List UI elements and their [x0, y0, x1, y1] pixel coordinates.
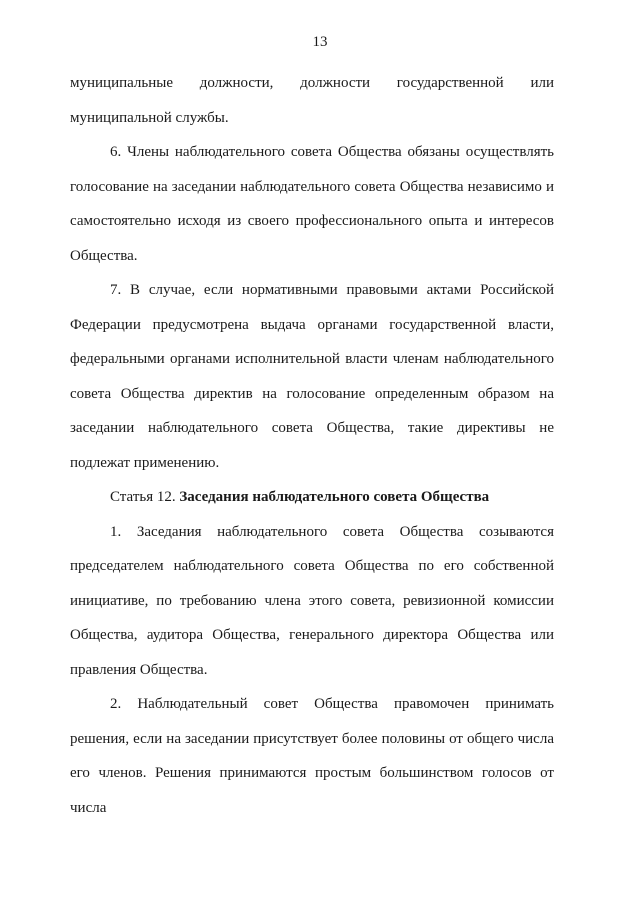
article-heading [70, 480, 554, 515]
paragraph-7: 7. В случае, если нормативными правовыми актами Российской Федерации предусмотрена выдача органами государственной власти, федеральными органами исполнительной власти членам наблюдательного совета Общества директив на голосование определенным образом на заседании наблюдательного совета Общества, такие директивы не подлежат применению. [70, 282, 554, 471]
paragraph-12-2: 2. Наблюдательный совет Общества правомочен принимать решения, если на заседании присутствует более половины от общего числа его членов. Решения принимаются простым большинством голосов от числа [70, 696, 554, 816]
document-body [70, 66, 554, 825]
paragraph-6: 6. Члены наблюдательного совета Общества обязаны осуществлять голосование на заседании наблюдательного совета Общества независимо и самостоятельно исходя из своего профессионального опыта и интересов Общества. [70, 144, 554, 264]
paragraph-12-1: 1. Заседания наблюдательного совета Общества созываются председателем наблюдательного совета Общества по его собственной инициативе, по требованию члена этого совета, ревизионной комиссии Общества, аудитора Общества, генерального директора Общества или правления Общества. [70, 523, 554, 678]
paragraph-continuation: муниципальные должности, должности государственной или муниципальной службы. [70, 75, 554, 126]
page-number: 13 [312, 34, 328, 50]
article-heading-title: Заседания наблюдательного совета Общества [179, 489, 490, 505]
article-heading-prefix: Статья 12. [110, 489, 180, 505]
